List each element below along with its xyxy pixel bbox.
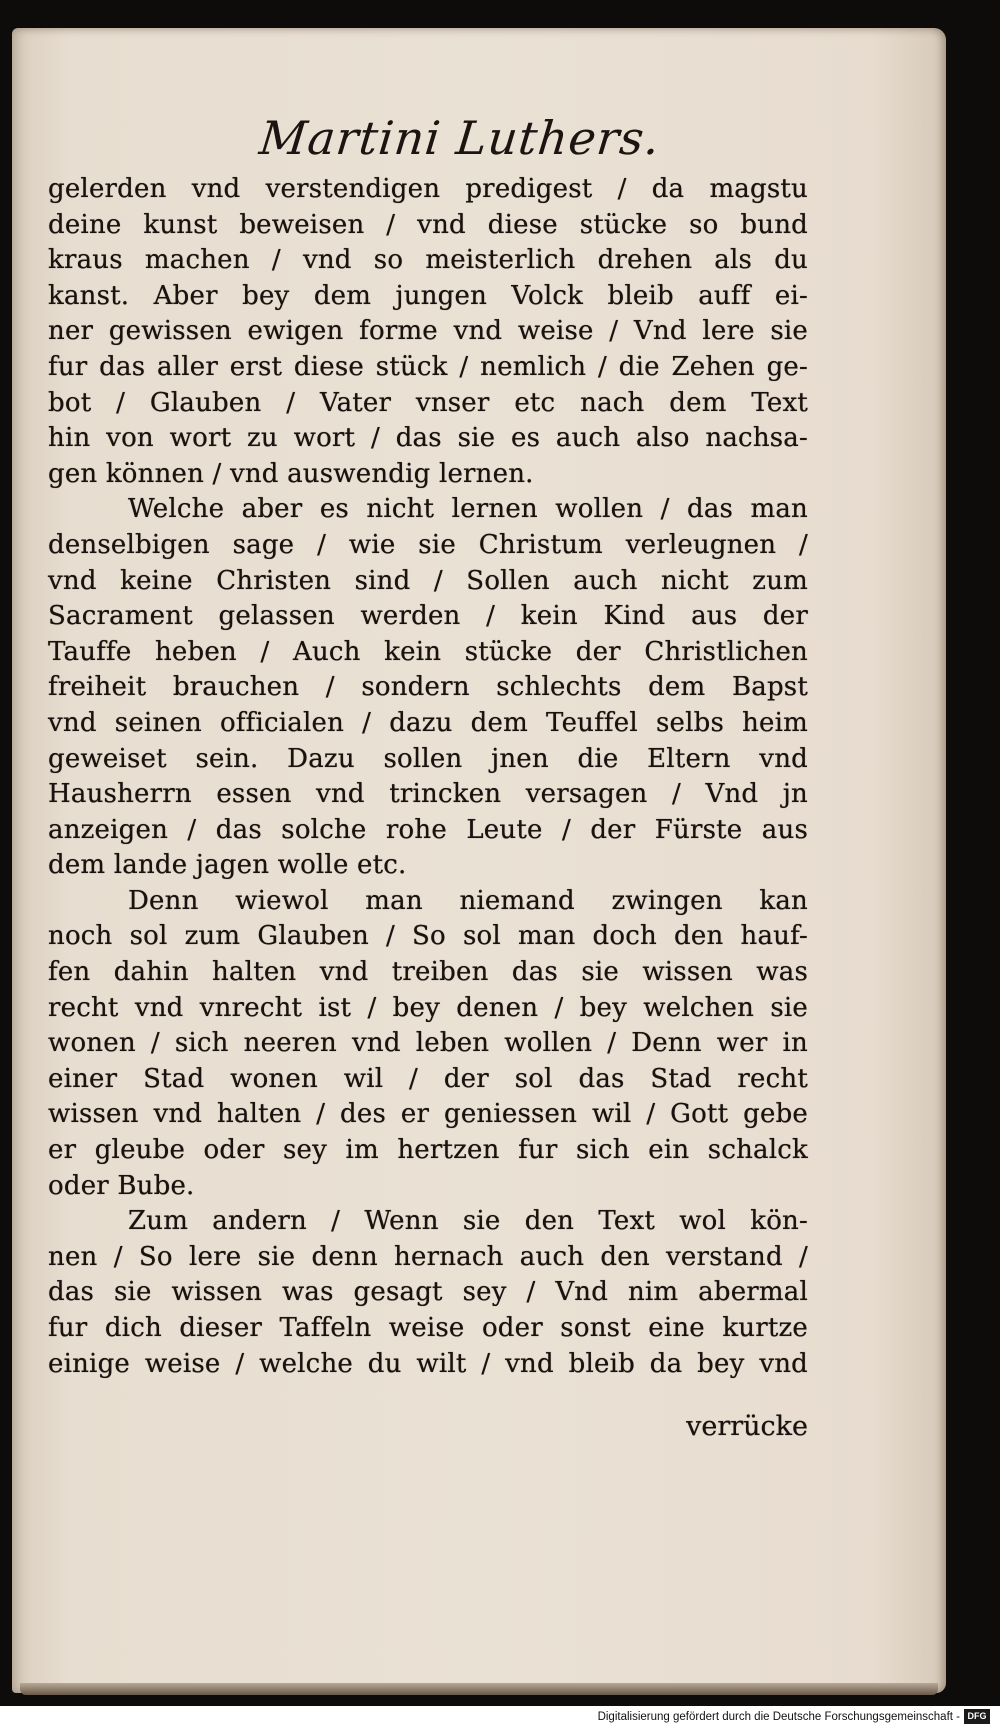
- text-line: hin von wort zu wort / das sie es auch also nachsa-: [48, 423, 808, 454]
- body-text: [48, 172, 808, 1382]
- text-line: wonen / sich neeren vnd leben wollen / Denn wer in: [48, 1028, 808, 1059]
- text-line: das sie wissen was gesagt sey / Vnd nim abermal: [48, 1277, 808, 1308]
- text-line: noch sol zum Glauben / So sol man doch den hauf-: [48, 921, 808, 952]
- text-line: anzeigen / das solche rohe Leute / der Fürste aus: [48, 814, 808, 845]
- text-line: freiheit brauchen / sondern schlechts dem Bapst: [48, 672, 808, 703]
- text-line: Hausherrn essen vnd trincken versagen / Vnd jn: [48, 779, 808, 810]
- text-line: kanst. Aber bey dem jungen Volck bleib auff ei-: [48, 280, 808, 311]
- text-line: einer Stad wonen wil / der sol das Stad recht: [48, 1063, 808, 1094]
- text-line: nen / So lere sie denn hernach auch den verstand /: [48, 1241, 808, 1272]
- text-line: Sacrament gelassen werden / kein Kind aus der: [48, 601, 808, 632]
- text-line: Tauffe heben / Auch kein stücke der Christlichen: [48, 636, 808, 667]
- text-line: bot / Glauben / Vater vnser etc nach dem Text: [48, 387, 808, 418]
- text-line: gen können / vnd auswendig lernen.: [48, 458, 534, 489]
- text-line: fur das aller erst diese stück / nemlich / die Zehen ge-: [48, 351, 808, 382]
- text-line: vnd seinen officialen / dazu dem Teuffel selbs heim: [48, 707, 808, 738]
- text-line: geweiset sein. Dazu sollen jnen die Eltern vnd: [48, 743, 808, 774]
- catchword: verrücke: [686, 1411, 808, 1442]
- text-line: wissen vnd halten / des er geniessen wil / Gott gebe: [48, 1099, 808, 1130]
- text-line: gelerden vnd verstendigen predigest / da magstu: [48, 174, 808, 204]
- page-edge: [20, 1683, 938, 1695]
- text-line: deine kunst beweisen / vnd diese stücke so bund: [48, 209, 808, 240]
- text-line: er gleube oder sey im hertzen fur sich ein schalck: [48, 1135, 808, 1166]
- text-line: recht vnd vnrecht ist / bey denen / bey welchen sie: [48, 992, 808, 1023]
- text-line: ner gewissen ewigen forme vnd weise / Vnd lere sie: [48, 316, 808, 347]
- text-line: fen dahin halten vnd treiben das sie wissen was: [48, 957, 808, 988]
- text-line: oder Bube.: [48, 1170, 195, 1201]
- text-line: denselbigen sage / wie sie Christum verleugnen /: [48, 529, 808, 560]
- text-line: einige weise / welche du wilt / vnd bleib da bey vnd: [48, 1348, 808, 1379]
- text-line: fur dich dieser Taffeln weise oder sonst eine kurtze: [48, 1313, 808, 1343]
- text-line: Welche aber es nicht lernen wollen / das man: [128, 494, 808, 525]
- text-line: Denn wiewol man niemand zwingen kan: [128, 885, 808, 916]
- running-head: Martini Luthers.: [256, 111, 664, 165]
- dfg-logo-icon: DFG: [964, 1709, 990, 1724]
- funding-credit: Digitalisierung gefördert durch die Deutsche Forschungsgemeinschaft -: [597, 1711, 960, 1723]
- text-line: vnd keine Christen sind / Sollen auch nicht zum: [48, 565, 808, 596]
- text-line: Zum andern / Wenn sie den Text wol kön-: [128, 1206, 808, 1237]
- text-line: kraus machen / vnd so meisterlich drehen als du: [48, 245, 808, 276]
- text-line: dem lande jagen wolle etc.: [48, 850, 407, 881]
